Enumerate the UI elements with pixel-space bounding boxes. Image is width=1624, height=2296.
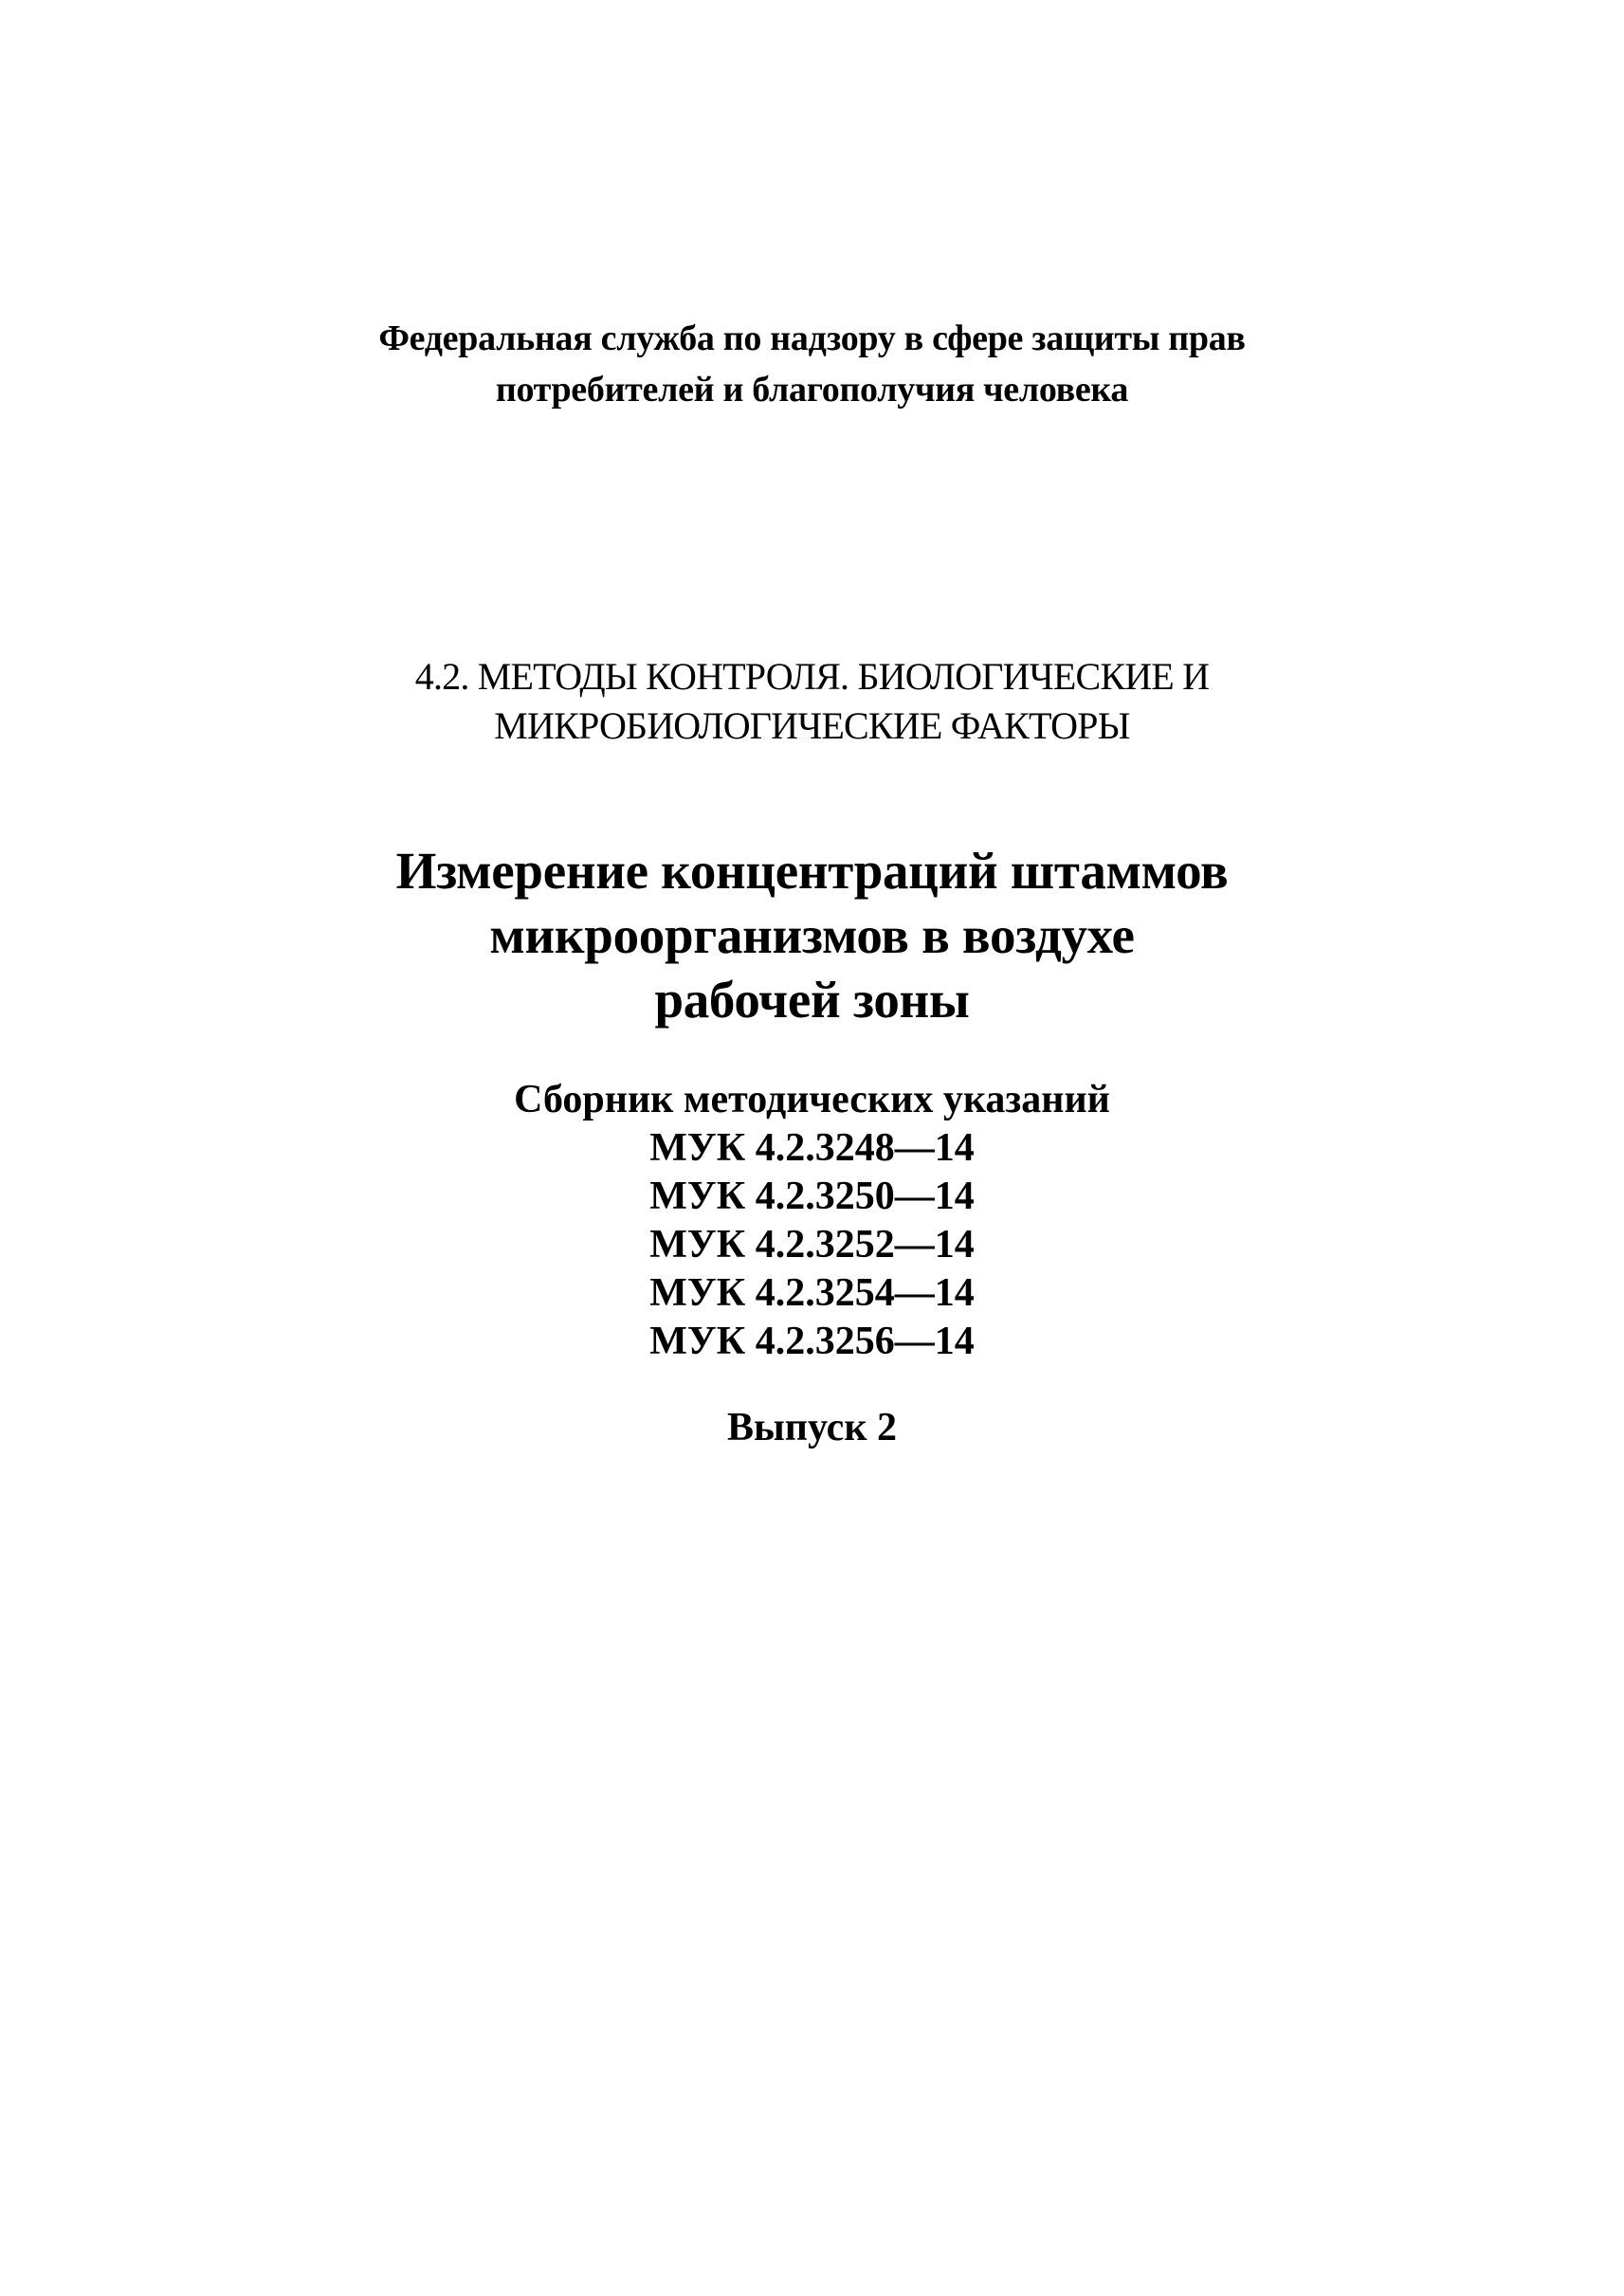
agency-name — [0, 313, 1624, 415]
agency-line-2: потребителей и благополучия человека — [495, 370, 1129, 410]
title-line-3: рабочей зоны — [654, 971, 970, 1029]
title-line-2: микроорганизмов в воздухе — [489, 906, 1135, 964]
title-line-1: Измерение концентраций штаммов — [395, 842, 1229, 900]
muk-code-item: МУК 4.2.3252—14 — [649, 1223, 975, 1266]
section-line-2: МИКРОБИОЛОГИЧЕСКИЕ ФАКТОРЫ — [494, 704, 1130, 747]
muk-code-item: МУК 4.2.3248—14 — [649, 1126, 975, 1170]
muk-code-item: МУК 4.2.3256—14 — [649, 1320, 975, 1363]
section-line-1: 4.2. МЕТОДЫ КОНТРОЛЯ. БИОЛОГИЧЕСКИЕ И — [414, 655, 1210, 698]
document-title — [0, 839, 1624, 1032]
muk-code-list — [0, 1124, 1624, 1366]
collection-block — [0, 1076, 1624, 1366]
agency-line-1: Федеральная служба по надзору в сфере защиты прав — [378, 319, 1246, 358]
muk-code-item: МУК 4.2.3254—14 — [649, 1271, 975, 1315]
section-heading — [0, 652, 1624, 751]
issue-number: Выпуск 2 — [726, 1406, 898, 1449]
muk-code-item: МУК 4.2.3250—14 — [649, 1175, 975, 1218]
collection-heading: Сборник методических указаний — [514, 1078, 1110, 1121]
